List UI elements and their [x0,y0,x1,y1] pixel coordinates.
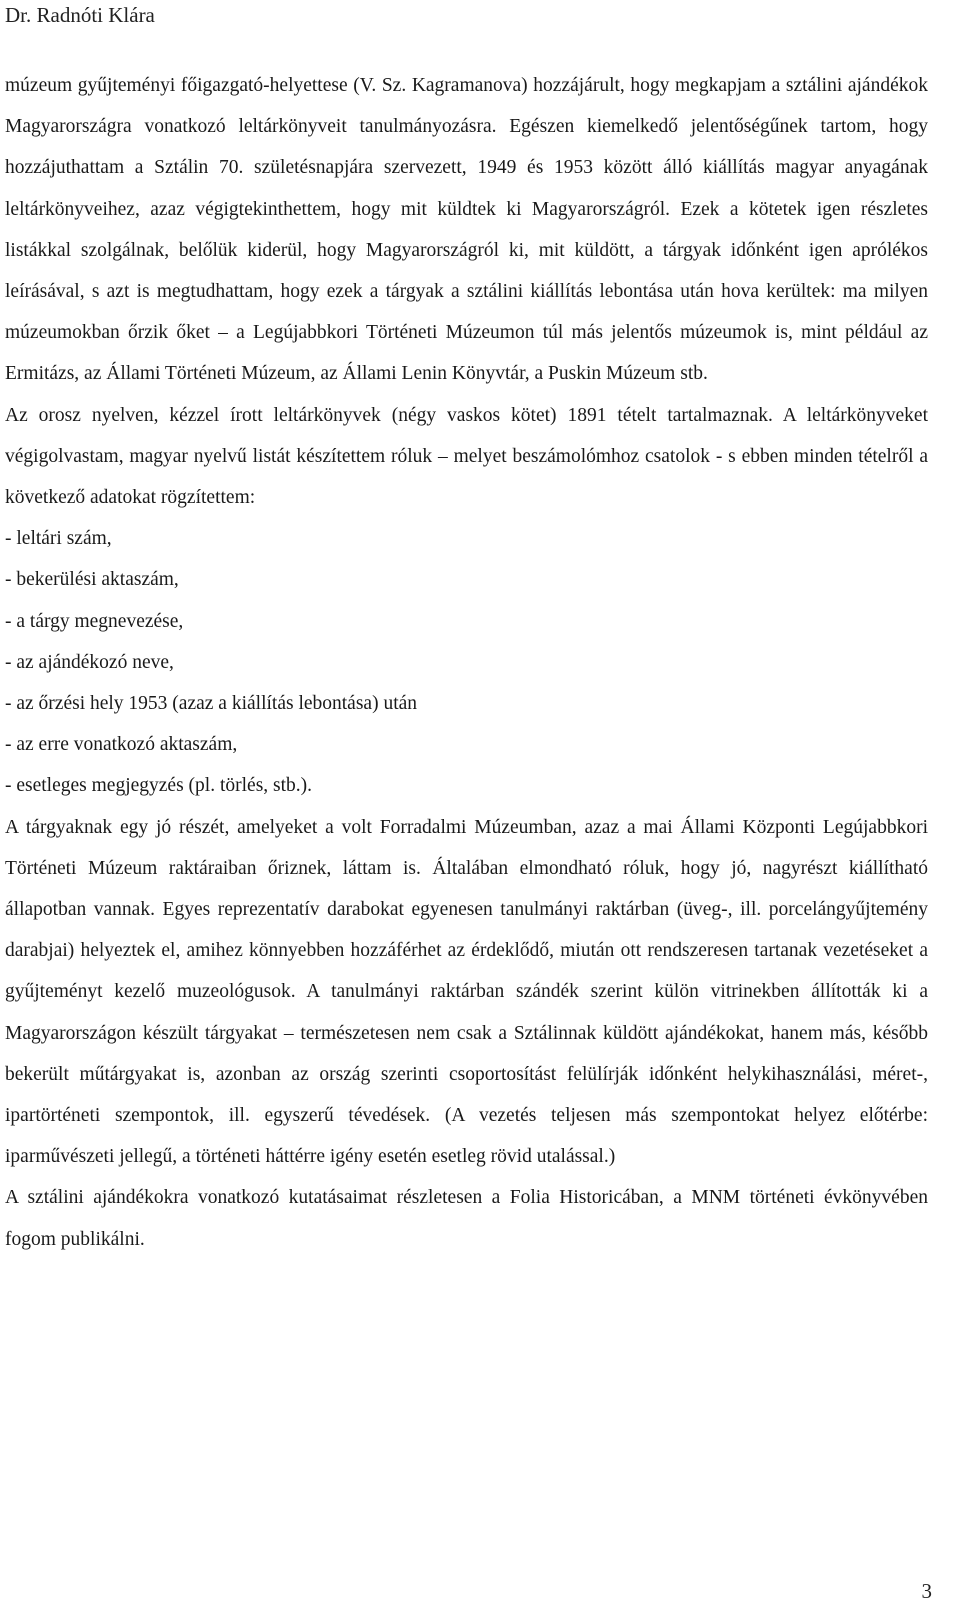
paragraph-4: A sztálini ajándékokra vonatkozó kutatásaimat részletesen a Folia Historicában, a MNM történeti évkönyvében fogom publikálni. [5,1187,928,1250]
page-number: 3 [921,1579,932,1603]
list-item: - az őrzési hely 1953 (azaz a kiállítás lebontása) után [5,693,418,715]
running-header-author: Dr. Radnóti Klára [5,3,155,27]
paragraph-3: A tárgyaknak egy jó részét, amelyeket a volt Forradalmi Múzeumban, azaz a mai Állami Központi Legújabbkori Történeti Múzeum raktáraiban őriznek, láttam is. Általában elmondható róluk, hogy jó, nagyrészt kiállítható állapotban vannak. Egyes reprezentatív darabokat egyenesen tanulmányi raktárban (üveg-, ill. porcelángyűjtemény darabjai) helyeztek el, amihez könnyebben hozzáférhet az érdeklődő, miután ott rendszeresen tartanak vezetéseket a gyűjteményt kezelő muzeológusok. A tanulmányi raktárban szándék szerint külön vitrinekben állították ki a Magyarországon készült tárgyakat – természetesen nem csak a Sztálinnak küldött ajándékokat, hanem más, később bekerült műtárgyakat is, azonban az ország szerinti csoportosítást felülírják időnként helykihasználási, méret-, ipartörténeti szempontok, ill. egyszerű tévedések. (A vezetés teljesen más szempontokat helyez előtérbe: iparművészeti jellegű, a történeti háttérre igény esetén esetleg rövid utalással.) [5,816,928,1168]
recorded-fields-list [5,518,928,806]
list-item: - bekerülési aktaszám, [5,569,179,591]
list-item: - leltári szám, [5,528,112,550]
paragraph-2: Az orosz nyelven, kézzel írott leltárkönyvek (négy vaskos kötet) 1891 tételt tartalmaznak. A leltárkönyveket végigolvastam, magyar nyelvű listát készítettem róluk – melyet beszámolómhoz csatolok - s ebben minden tételről a következő adatokat rögzítettem: [5,404,928,509]
list-item: - esetleges megjegyzés (pl. törlés, stb.). [5,775,313,797]
list-item: - az ajándékozó neve, [5,651,174,673]
list-item: - a tárgy megnevezése, [5,610,184,632]
document-body [5,65,928,1260]
list-item: - az erre vonatkozó aktaszám, [5,734,238,756]
paragraph-1: múzeum gyűjteményi főigazgató-helyettese (V. Sz. Kagramanova) hozzájárult, hogy megkapjam a sztálini ajándékok Magyarországra vonatkozó leltárkönyveit tanulmányozásra. Egészen kiemelkedő jelentőségűnek tartom, hogy hozzájuthattam a Sztálin 70. születésnapjára szervezett, 1949 és 1953 között álló kiállítás magyar anyagának leltárkönyveihez, azaz végigtekinthettem, hogy mit küldtek ki Magyarországról. Ezek a kötetek igen részletes listákkal szolgálnak, belőlük kiderül, hogy Magyarországról ki, mit küldött, a tárgyak időnként igen aprólékos leírásával, s azt is megtudhattam, hogy ezek a tárgyak a sztálini kiállítás lebontása után hova kerültek: ma milyen múzeumokban őrzik őket – a Legújabbkori Történeti Múzeumon túl más jelentős múzeumok is, mint például az Ermitázs, az Állami Történeti Múzeum, az Állami Lenin Könyvtár, a Puskin Múzeum stb. [5,75,928,385]
